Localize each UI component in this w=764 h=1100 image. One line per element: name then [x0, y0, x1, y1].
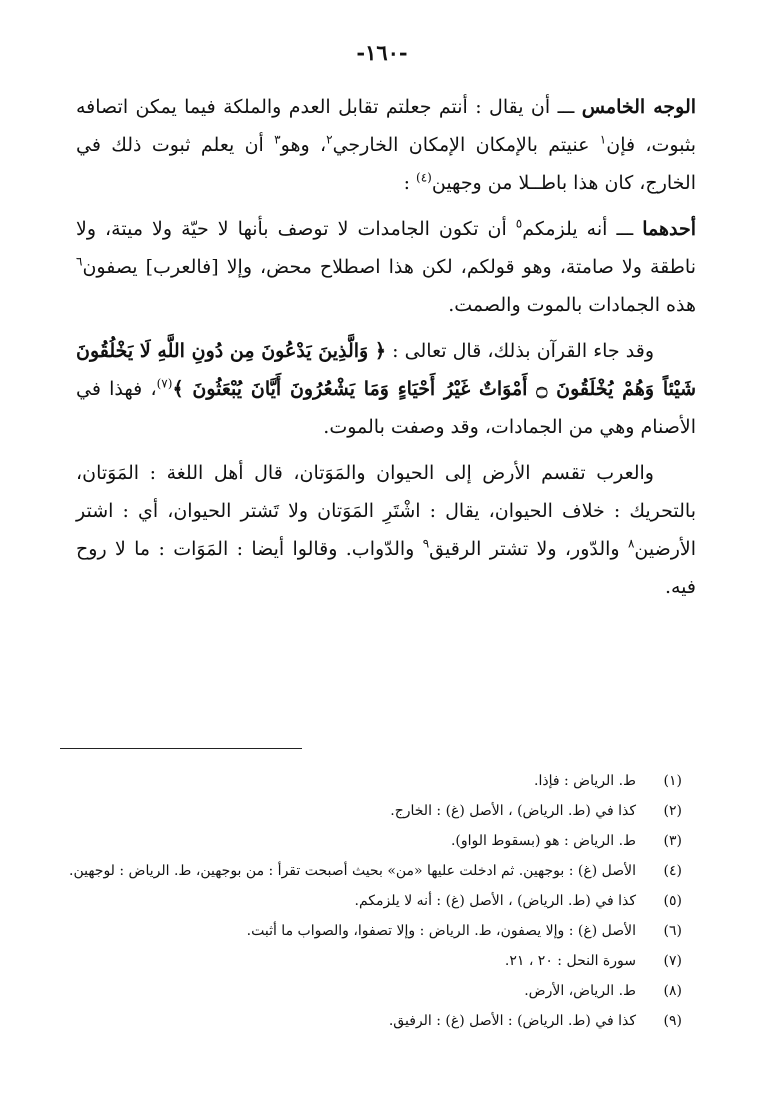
footnote-text: كذا في (ط. الرياض) ، الأصل (غ) : أنه لا يلزمكم. [354, 893, 636, 909]
paragraph-arabs: والعرب تقسم الأرض إلى الحيوان والمَوَتان، قال أهل اللغة : المَوَتان، بالتحريك : خلاف الحيوان، يقال : اشْتَرِ المَوَتان ولا تَشتر الحيوان، أي : اشتر الأرضين$^٨$ والدّور، ولا تشتر الرقيق$^٩$ والدّواب. وقالوا أيضا : المَوَات : ما لا روح فيه. [76, 462, 697, 598]
footnote-number: (٨) [663, 983, 682, 999]
quran-verse: ﴿ وَالَّذِينَ يَدْعُونَ مِن دُونِ اللَّهِ لَا يَخْلُقُونَ شَيْئاً وَهُمْ يُخْلَقُونَ ۝ أَمْوَاتٌ غَيْرُ أَحْيَاءٍ وَمَا يَشْعُرُونَ أَيَّانَ يُبْعَثُونَ ﴾ [76, 340, 697, 400]
heading-first-point: أحدهما [642, 218, 696, 240]
main-text [76, 88, 696, 614]
footnote-number: (١) [663, 773, 682, 789]
footnote-ref: ٣ [274, 132, 281, 147]
footnote-ref: ٥ [515, 216, 523, 231]
footnote-text: كذا في (ط. الرياض) ، الأصل (غ) : الخارج. [390, 803, 636, 819]
footnote-text: ط. الرياض، الأرض. [524, 983, 636, 999]
footnote-divider [60, 748, 302, 749]
footnote-item [60, 796, 682, 826]
paragraph-quran: وقد جاء القرآن بذلك، قال تعالى : ﴿ وَالَّذِينَ يَدْعُونَ مِن دُونِ اللَّهِ لَا يَخْلُقُونَ شَيْئاً وَهُمْ يُخْلَقُونَ ۝ أَمْوَاتٌ غَيْرُ أَحْيَاءٍ وَمَا يَشْعُرُونَ أَيَّانَ يُبْعَثُونَ ﴾$^{(٧)}$، فهذا في الأصنام وهي من الجمادات، وقد وصفت بالموت. [76, 340, 697, 438]
footnotes-list [60, 766, 682, 1036]
footnote-number: (٢) [663, 803, 682, 819]
footnote-ref: ١ [599, 132, 607, 147]
footnote-item [60, 976, 682, 1006]
footnote-text: كذا في (ط. الرياض) : الأصل (غ) : الرفيق. [388, 1013, 636, 1029]
footnote-item [60, 1006, 682, 1036]
footnote-text: ط. الرياض : هو (بسقوط الواو). [450, 833, 636, 849]
footnote-ref: ٨ [627, 536, 635, 551]
footnote-item [60, 766, 682, 796]
footnote-item [60, 886, 682, 916]
footnote-ref: ٩ [422, 536, 430, 551]
footnote-item [60, 856, 682, 886]
footnote-item [60, 826, 682, 856]
footnote-ref: (٧) [156, 376, 173, 391]
footnote-text: سورة النحل : ٢٠ ، ٢١. [504, 953, 636, 969]
footnote-text: الأصل (غ) : وإلا يصفون، ط. الرياض : وإلا تصفوا، والصواب ما أثبت. [246, 923, 636, 939]
footnote-number: (٦) [663, 923, 682, 939]
footnote-ref: ٢ [326, 132, 333, 147]
footnote-number: (٩) [663, 1013, 682, 1029]
paragraph-first-point: أحدهما ـــ أنه يلزمكم$^٥$ أن تكون الجامدات لا توصف بأنها لا حيّة ولا ميتة، ولا ناطقة ولا صامتة، وهو قولكم، لكن هذا اصطلاح محض، وإلا [فالعرب] يصفون$^٦$ هذه الجمادات بالموت والصمت. [76, 216, 696, 316]
footnote-text: الأصل (غ) : بوجهين. ثم ادخلت عليها «من» بحيث أصبحت تقرأ : من بوجهين، ط. الرياض : لوجهين. [69, 863, 636, 879]
footnote-ref: (٤) [416, 170, 432, 185]
footnote-item [60, 916, 682, 946]
footnote-text: ط. الرياض : فإذا. [534, 773, 636, 789]
footnote-number: (٥) [663, 893, 682, 909]
heading-fifth-aspect: الوجه الخامس [581, 96, 697, 118]
footnote-item [60, 946, 682, 976]
page-number: -١٦٠- [356, 40, 408, 65]
footnote-number: (٧) [663, 953, 682, 969]
footnote-ref: ٦ [76, 254, 83, 269]
paragraph-fifth-aspect: الوجه الخامس ـــ أن يقال : أنتم جعلتم تقابل العدم والملكة فيما يمكن اتصافه بثبوت، فإن$^١$ عنيتم بالإمكان الإمكان الخارجي$^٢$، وهو$^٣$ أن يعلم ثبوت ذلك في الخارج، كان هذا باطــلا من وجهين$^{(٤)}$ : [76, 96, 697, 194]
footnote-number: (٤) [663, 863, 682, 879]
footnote-number: (٣) [663, 833, 682, 849]
